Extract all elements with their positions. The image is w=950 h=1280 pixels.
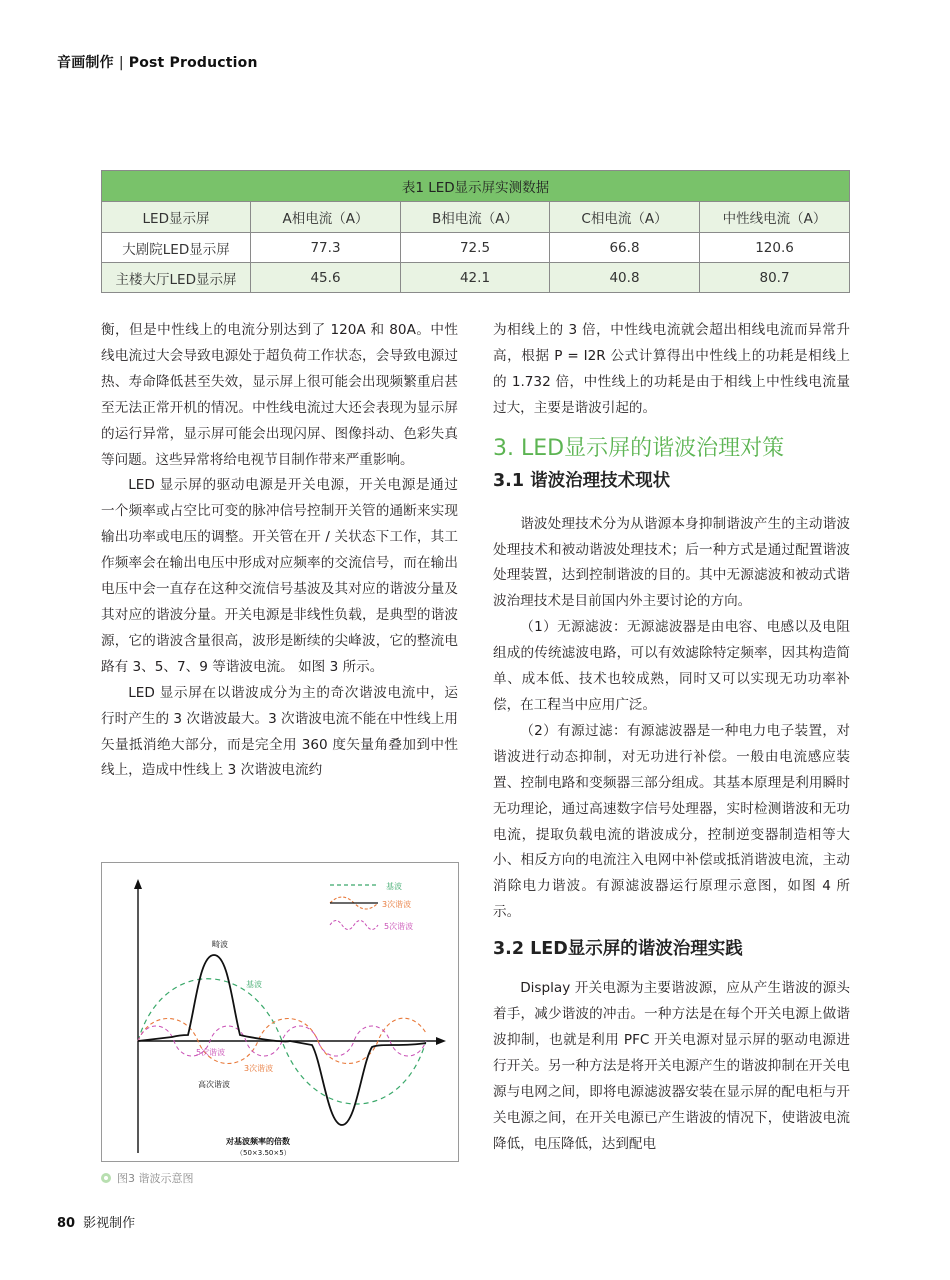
header-english: Post Production (128, 55, 258, 71)
table-cell: 42.1 (401, 263, 550, 293)
table-cell: 80.7 (700, 263, 850, 293)
table-row (102, 263, 850, 293)
subsection-heading: 3.2 LED显示屏的谐波治理实践 (493, 939, 743, 960)
table-header-row (102, 202, 850, 233)
legend-fundamental-label: 基波 (386, 882, 402, 891)
right-column (493, 318, 850, 1157)
body-paragraph: （1）无源滤波：无源滤波器是由电容、电感以及电阻组成的传统滤波电路，可以有效滤除特定频率，因其构造简单、成本低、技术也较成熟，同时又可以实现无功功率补偿，在工程当中应用广泛。 (493, 619, 850, 713)
label-spike: 畸波 (212, 940, 228, 949)
table-cell: 66.8 (550, 233, 700, 263)
table-cell: 45.6 (251, 263, 401, 293)
table-title-row (102, 171, 850, 202)
figure-caption (101, 1170, 194, 1186)
table-title: 表1 LED显示屏实测数据 (102, 171, 850, 202)
subsection-heading: 3.1 谐波治理技术现状 (493, 470, 671, 491)
x-axis-label: 对基波频率的倍数 (226, 1137, 290, 1146)
left-column (101, 318, 458, 784)
body-paragraph: 为相线上的 3 倍，中性线电流就会超出相线电流而异常升高，根据 P = I2R 公式计算得出中性线上的功耗是相线上的 1.732 倍，中性线上的功耗是由于相线上中性线电流量过大，主要是谐波引起的。 (493, 322, 850, 416)
label-3rd: 3次谐波 (244, 1064, 274, 1073)
table-header-cell: C相电流（A） (550, 202, 700, 233)
header-separator: | (118, 55, 124, 71)
table-cell: 主楼大厅LED显示屏 (102, 263, 251, 293)
label-fundamental: 基波 (246, 980, 262, 989)
led-data-table (101, 170, 850, 293)
table-cell: 72.5 (401, 233, 550, 263)
label-5th: 5次谐波 (196, 1048, 226, 1057)
body-paragraph: （2）有源过滤：有源滤波器是一种电力电子装置，对谐波进行动态抑制，对无功进行补偿。一般由电流感应装置、控制电路和变频器三部分组成。其基本原理是利用瞬时无功理论，通过高速数字信号处理器，实时检测谐波和无功电流，提取负载电流的谐波成分，控制逆变器制造相等大小、相反方向的电流注入电网中补偿或抵消谐波电流，主动消除电力谐波。有源滤波器运行原理示意图，如图 4 所示。 (493, 722, 850, 921)
page-footer (57, 1212, 135, 1231)
body-paragraph: LED 显示屏的驱动电源是开关电源，开关电源是通过一个频率或占空比可变的脉冲信号控制开关管的通断来实现输出功率或电压的调整。开关管在开 / 关状态下工作，其工作频率会在输出电压中形成对应频率的交流信号，而在输出电压中会一直存在这种交流信号基波及其对应的谐波分量及其对应的谐波分量。开关电源是非线性负载，是典型的谐波源，它的谐波含量很高，波形是断续的尖峰波，它的整流电路有 3、5、7、9 等谐波电流。 如图 3 所示。 (101, 477, 458, 675)
publication-name: 影视制作 (83, 1216, 136, 1231)
body-paragraph: 衡，但是中性线上的电流分别达到了 120A 和 80A。中性线电流过大会导致电源处于超负荷工作状态，会导致电源过热、寿命降低甚至失效，显示屏上很可能会出现频繁重启甚至无法正常开机的情况。中性线电流过大还会表现为显示屏的运行异常，显示屏可能会出现闪屏、图像抖动、色彩失真等问题。这些异常将给电视节目制作带来严重影响。 (101, 322, 458, 468)
body-paragraph: Display 开关电源为主要谐波源，应从产生谐波的源头着手，减少谐波的冲击。一种方法是在每个开关电源上做谐波抑制，也就是利用 PFC 开关电源对显示屏的驱动电源进行开关。另一种方法是将开关电源产生的谐波抑制在开关电源与电网之间，即将电源滤波器安装在显示屏的配电柜与开关电源之间，在开关电源已产生谐波的情况下，使谐波电流降低，电压降低，达到配电 (493, 980, 850, 1152)
label-high-harmonic: 高次谐波 (198, 1080, 230, 1089)
figure-caption-text: 图3 谐波示意图 (117, 1172, 194, 1185)
body-paragraph: LED 显示屏在以谐波成分为主的奇次谐波电流中，运行时产生的 3 次谐波最大。3 次谐波电流不能在中性线上用矢量抵消绝大部分，而是完全用 360 度矢量角叠加到中性线上，造成中性线上 3 次谐波电流约 (101, 684, 458, 779)
caption-dot-icon (101, 1173, 111, 1183)
x-axis-arrow (436, 1037, 446, 1045)
table-header-cell: B相电流（A） (401, 202, 550, 233)
table-header-cell: A相电流（A） (251, 202, 401, 233)
legend-5th-label: 5次谐波 (384, 922, 414, 931)
header-section: 音画制作 (57, 55, 114, 71)
table-cell: 77.3 (251, 233, 401, 263)
legend-5th-line (330, 921, 378, 930)
harmonic-figure (101, 862, 459, 1162)
body-paragraph: 谐波处理技术分为从谐源本身抑制谐波产生的主动谐波处理技术和被动谐波处理技术；后一种方式是通过配置谐波处理装置，达到控制谐波的目的。其中无源滤波和被动式谐波治理技术是目前国内外主要讨论的方向。 (493, 515, 850, 610)
section-heading: 3. LED显示屏的谐波治理对策 (493, 435, 785, 461)
table-header-cell: LED显示屏 (102, 202, 251, 233)
page-number: 80 (57, 1216, 76, 1231)
y-axis-arrow (134, 879, 142, 889)
x-axis-sublabel: （50×3.50×5） (236, 1149, 291, 1157)
harmonic-diagram (102, 863, 458, 1161)
table-cell: 40.8 (550, 263, 700, 293)
legend-3rd-label: 3次谐波 (382, 900, 412, 909)
running-header (57, 52, 258, 72)
table-cell: 大剧院LED显示屏 (102, 233, 251, 263)
table-header-cell: 中性线电流（A） (700, 202, 850, 233)
table-row (102, 233, 850, 263)
table-cell: 120.6 (700, 233, 850, 263)
